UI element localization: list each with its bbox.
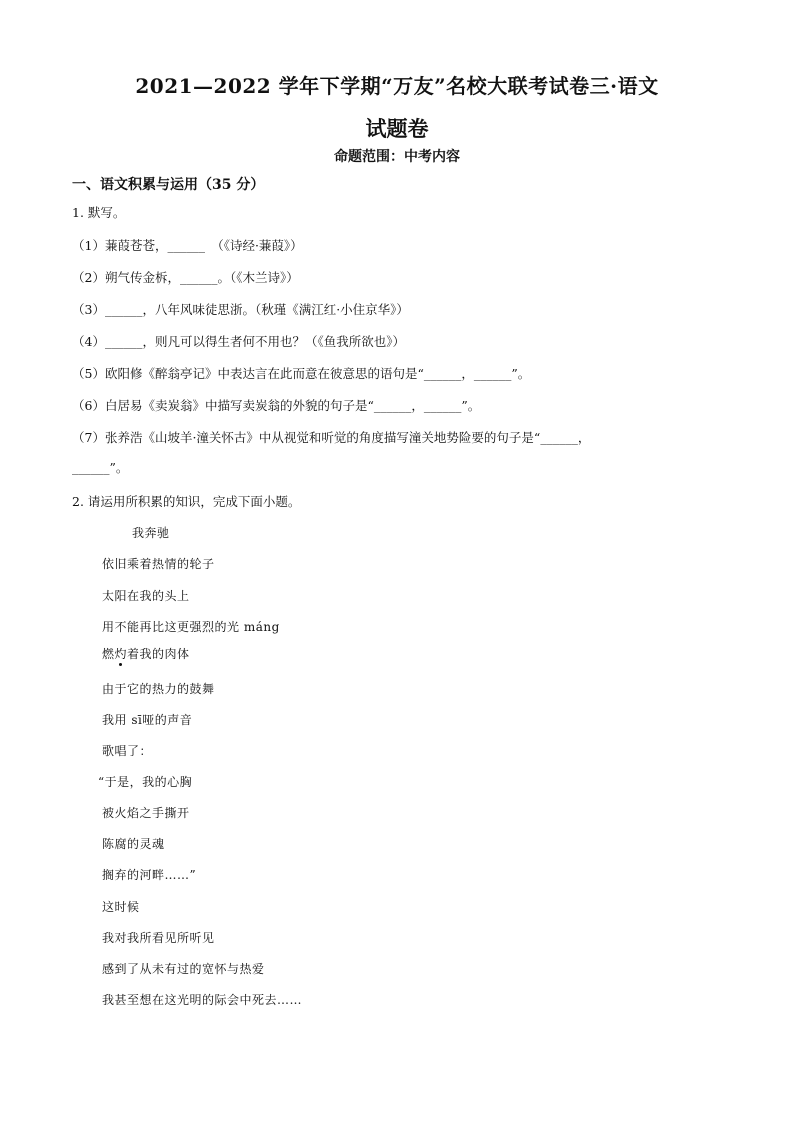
emphasis-dotted-char: 灼: [114, 647, 128, 661]
poem-line: 这时候: [102, 900, 140, 914]
question-1-item: （2）朔气传金柝，______。（《木兰诗》）: [72, 270, 299, 285]
poem-line: 感到了从未有过的宽怀与热爱: [102, 962, 265, 976]
poem-line: 我对我所看见所听见: [102, 931, 215, 945]
question-1-stem: 1. 默写。: [72, 205, 126, 220]
poem-word: 着我的肉体: [127, 647, 190, 661]
poem-line: 陈腐的灵魂: [102, 837, 165, 851]
poem-line: “于是，我的心胸: [98, 775, 193, 789]
poem-line: 被火焰之手撕开: [102, 806, 190, 820]
poem-line: 依旧乘着热情的轮子: [102, 557, 215, 571]
poem-line: 用不能再比这更强烈的光 máng: [102, 620, 280, 634]
poem-line: [102, 645, 190, 662]
question-1-item: （1）蒹葭苍苍，______ （《诗经·蒹葭》）: [72, 238, 303, 253]
exam-scope: 命题范围：中考内容: [334, 149, 460, 165]
poem-line: 搁弃的河畔……”: [102, 868, 197, 882]
exam-title: 2021—2022 学年下学期“万友”名校大联考试卷三·语文: [135, 74, 659, 98]
question-1-item: （3）______，八年风味徒思浙。（秋瑾《满江红·小住京华》）: [72, 302, 409, 317]
poem-word: 燃: [102, 647, 115, 661]
poem-line: 歌唱了：: [102, 744, 153, 758]
poem-line: 由于它的热力的鼓舞: [102, 682, 215, 696]
poem-title: 我奔驰: [132, 526, 170, 540]
poem-line: 太阳在我的头上: [102, 589, 190, 603]
section-heading: 一、语文积累与运用（35 分）: [72, 177, 265, 193]
question-1-item: （6）白居易《卖炭翁》中描写卖炭翁的外貌的句子是“______，______”。: [72, 398, 481, 413]
question-1-item: ______”。: [72, 460, 129, 475]
question-1-item: （7）张养浩《山坡羊·潼关怀古》中从视觉和听觉的角度描写潼关地势险要的句子是“______，: [72, 430, 591, 445]
question-1-item: （4）______，则凡可以得生者何不用也？（《鱼我所欲也》）: [72, 334, 405, 349]
question-1-item: （5）欧阳修《醉翁亭记》中表达言在此而意在彼意思的语句是“______，______”。: [72, 366, 531, 381]
exam-subtitle: 试题卷: [365, 116, 429, 141]
poem-line: 我用 sī哑的声音: [102, 713, 193, 727]
question-2-stem: 2. 请运用所积累的知识，完成下面小题。: [72, 494, 301, 509]
poem-line: 我甚至想在这光明的际会中死去……: [102, 993, 303, 1007]
